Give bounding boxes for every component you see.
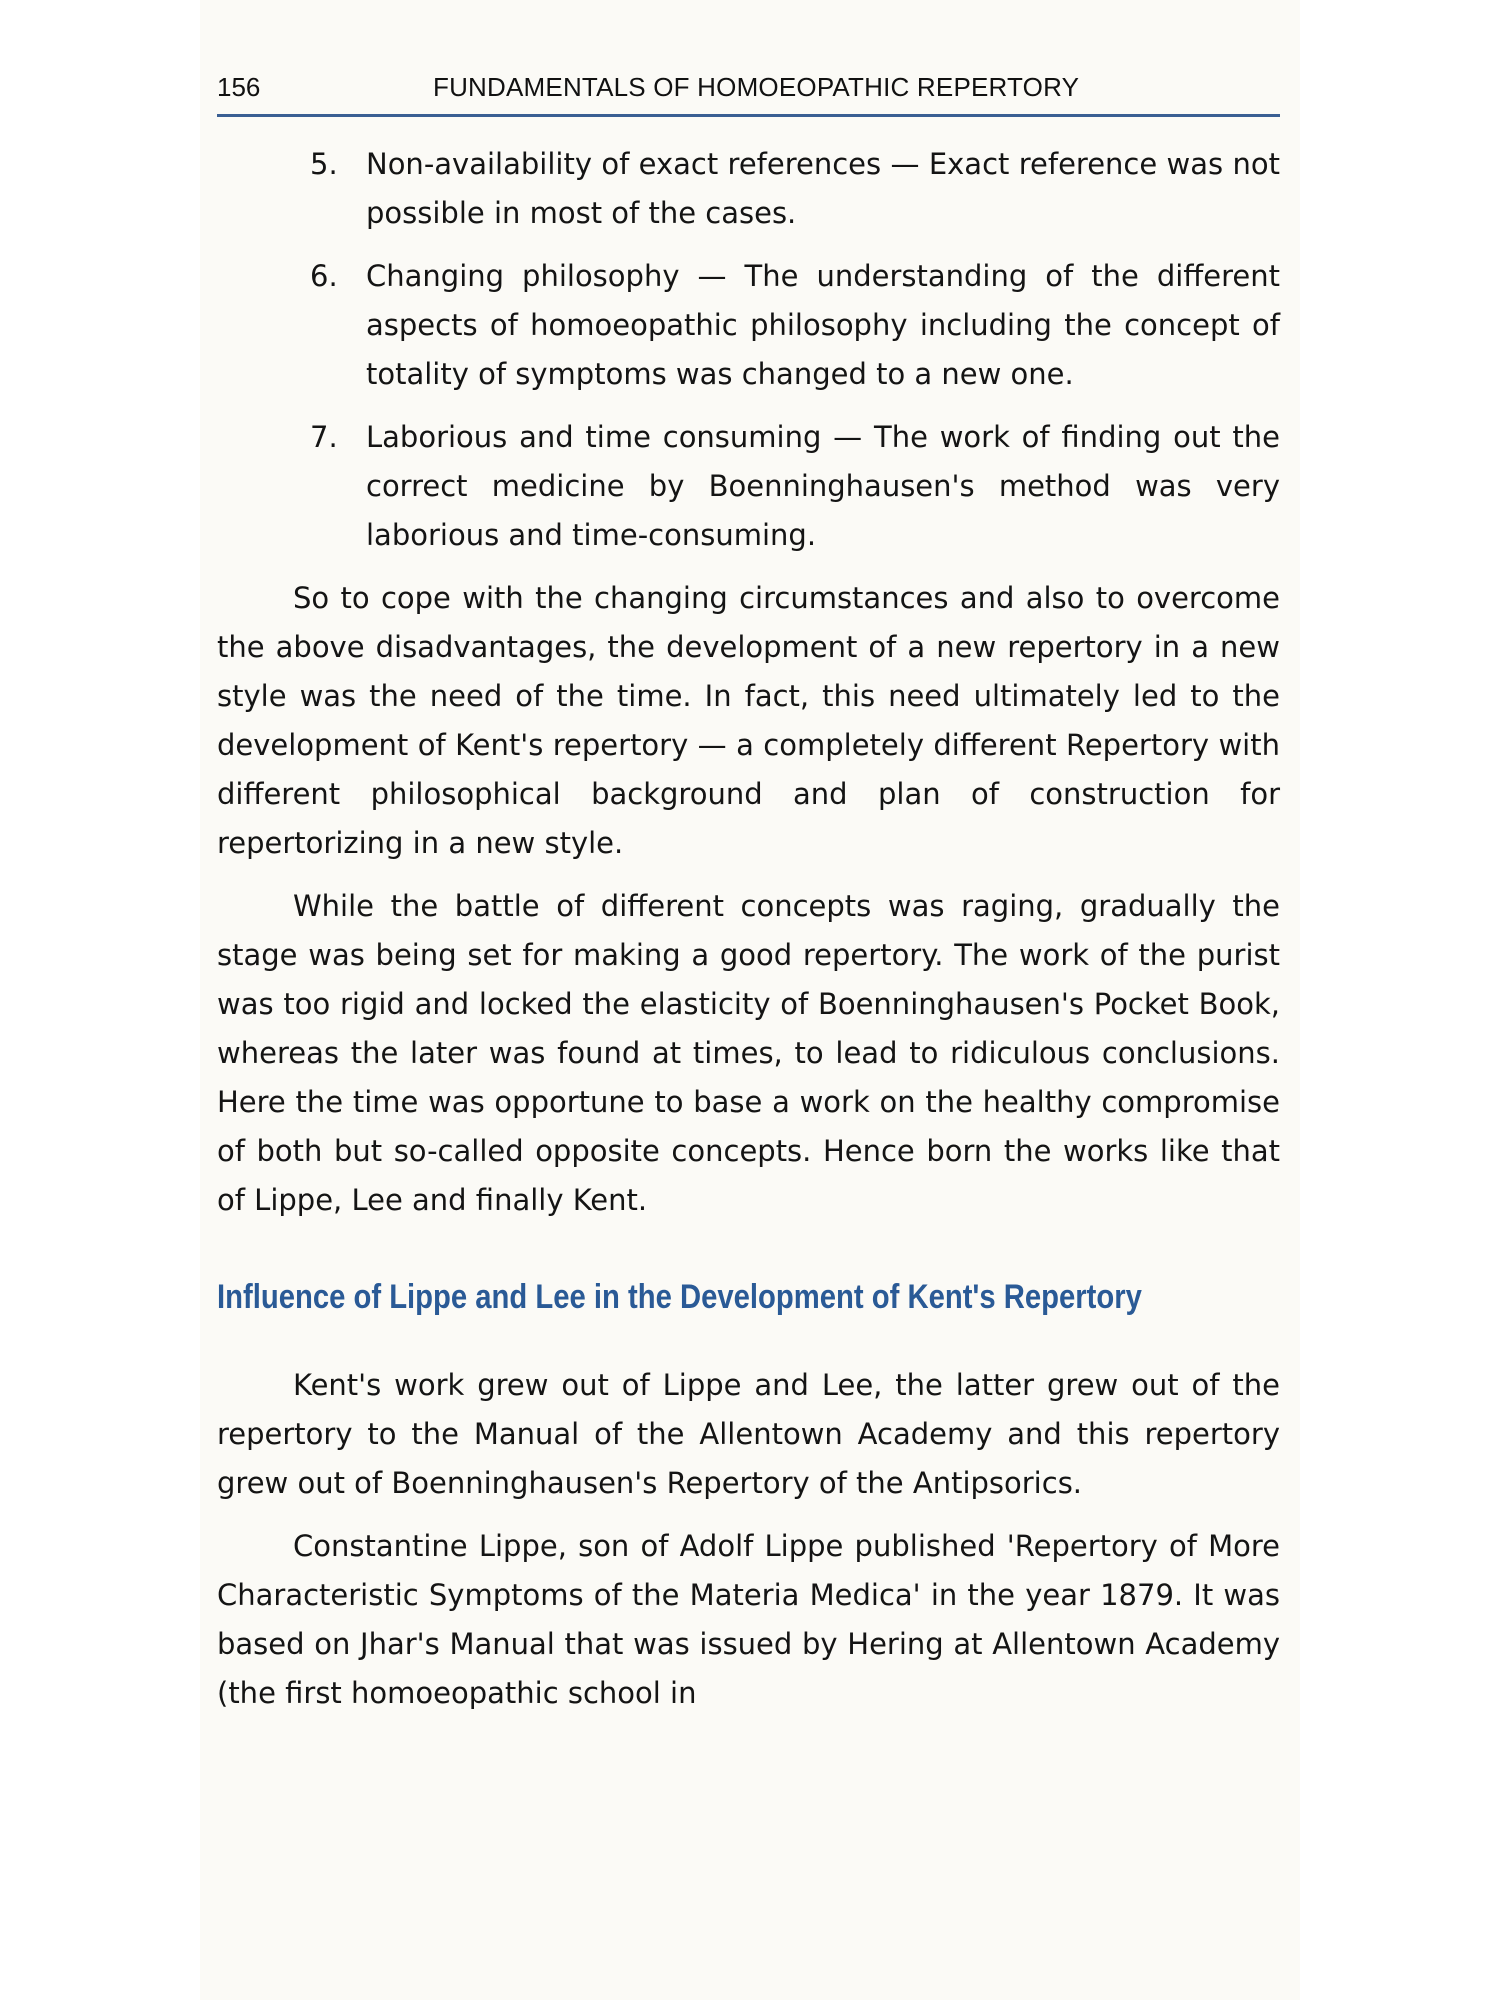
page-number: 156	[217, 72, 261, 102]
scan-margin-right	[1300, 0, 1500, 2000]
list-item-text: Non-availability of exact references — Exact reference was not possible in most of the cases.	[366, 147, 1280, 230]
scan-margin-left	[0, 0, 200, 2000]
list-item	[217, 413, 1280, 560]
page-header	[217, 64, 1280, 117]
list-item-number: 5.	[310, 147, 338, 181]
list-item-text: Laborious and time consuming — The work of finding out the correct medicine by Boenninghausen's method was very laborious and time-consuming.	[366, 420, 1280, 552]
body-paragraph: While the battle of different concepts was raging, gradually the stage was being set for making a good repertory. The work of the purist was too rigid and locked the elasticity of Boenninghausen's Pocket Book, whereas the later was found at times, to lead to ridiculous conclusions. Here the time was opportune to base a work on the healthy compromise of both but so-called opposite concepts. Hence born the works like that of Lippe, Lee and finally Kent.	[217, 889, 1280, 1217]
list-item-number: 7.	[310, 420, 338, 454]
list-item	[217, 140, 1280, 238]
page-content	[217, 140, 1280, 1732]
list-item-text: Changing philosophy — The understanding of the different aspects of homoeopathic philosophy including the concept of totality of symptoms was changed to a new one.	[366, 259, 1280, 391]
list-item	[217, 252, 1280, 399]
body-paragraph: So to cope with the changing circumstances and also to overcome the above disadvantages, the development of a new repertory in a new style was the need of the time. In fact, this need ultimately led to the development of Kent's repertory — a completely different Repertory with different philosophical background and plan of construction for repertorizing in a new style.	[217, 581, 1280, 860]
running-title: FUNDAMENTALS OF HOMOEOPATHIC REPERTORY	[433, 72, 1080, 102]
body-paragraph: Constantine Lippe, son of Adolf Lippe published 'Repertory of More Characteristic Symptoms of the Materia Medica' in the year 1879. It was based on Jhar's Manual that was issued by Hering at Allentown Academy (the first homoeopathic school in	[217, 1529, 1280, 1710]
body-paragraph: Kent's work grew out of Lippe and Lee, the latter grew out of the repertory to the Manual of the Allentown Academy and this repertory grew out of Boenninghausen's Repertory of the Antipsorics.	[217, 1368, 1280, 1500]
list-item-number: 6.	[310, 259, 338, 293]
section-heading: Influence of Lippe and Lee in the Development of Kent's Repertory	[217, 1278, 1142, 1316]
